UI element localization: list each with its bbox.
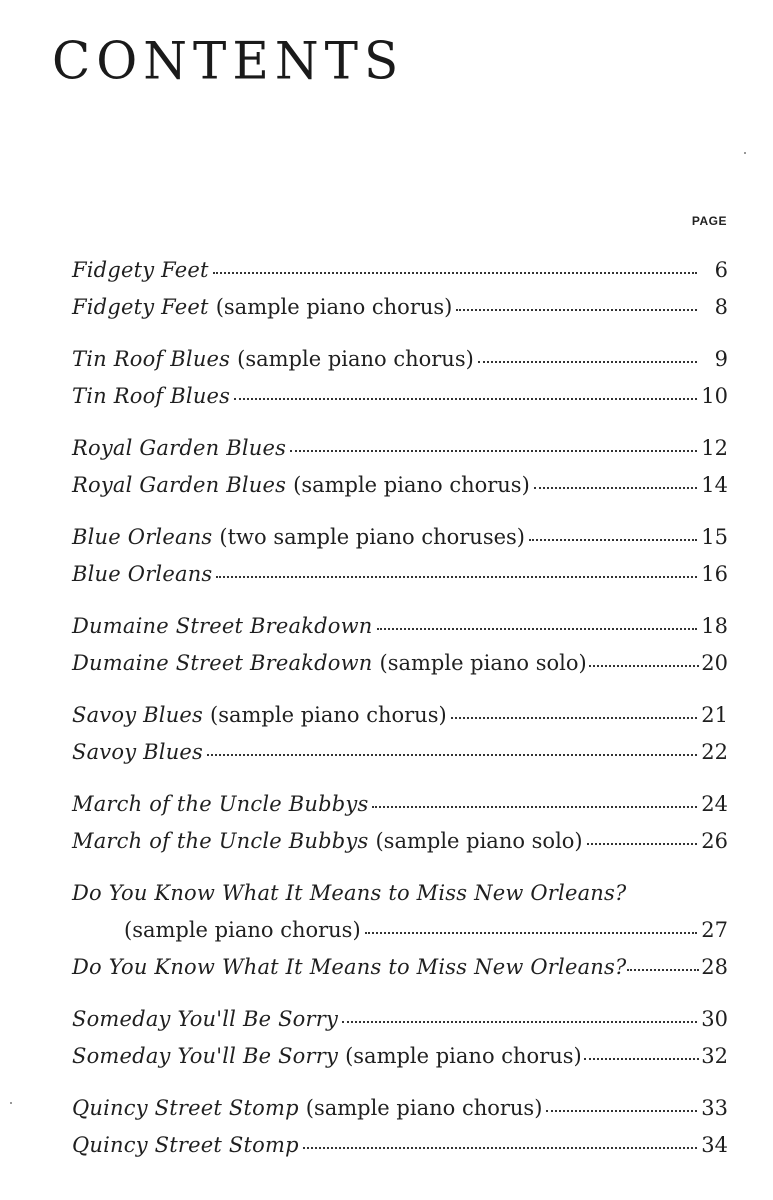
entry-subtitle: (sample piano chorus) [210,703,447,727]
entry-subtitle: (sample piano chorus) [124,918,361,942]
dot-leader [303,1146,697,1149]
entry-title: Royal Garden Blues [72,436,287,460]
toc-entry[interactable] [72,341,728,378]
entry-page: 12 [701,436,728,460]
dot-leader [216,575,697,578]
entry-title: Dumaine Street Breakdown [72,651,373,675]
entry-page: 16 [701,562,728,586]
toc-entry[interactable] [72,734,728,771]
dot-leader [372,805,697,808]
entry-title: March of the Uncle Bubbys [72,829,369,853]
entry-title: Dumaine Street Breakdown [72,614,373,638]
dot-leader [377,627,697,630]
toc-entry[interactable] [72,875,728,912]
toc-group-do-you-know-what-it-means [72,875,728,986]
entry-title: Tin Roof Blues [72,384,231,408]
entry-title: Do You Know What It Means to Miss New Orleans? [72,955,627,979]
entry-page: 15 [701,525,728,549]
entry-page: 8 [714,295,728,319]
toc-entry[interactable] [72,467,728,504]
dot-leader [627,968,699,971]
toc-group-blue-orleans [72,519,728,593]
toc-group-march-of-the-uncle-bubbys [72,786,728,860]
page-title: CONTENTS [52,31,405,91]
entry-title: March of the Uncle Bubbys [72,792,369,816]
entry-page: 14 [701,473,728,497]
entry-title: Savoy Blues [72,740,204,764]
toc-entry[interactable] [72,697,728,734]
entry-title: Someday You'll Be Sorry [72,1007,339,1031]
entry-page: 21 [701,703,728,727]
toc-entry[interactable] [72,252,728,289]
entry-title: Quincy Street Stomp [72,1133,299,1157]
entry-page: 30 [701,1007,728,1031]
entry-title: Savoy Blues [72,703,204,727]
toc-entry[interactable] [72,912,728,949]
entry-subtitle: (sample piano solo) [379,651,587,675]
scan-speck [744,152,746,154]
toc-entry[interactable] [72,1090,728,1127]
toc-entry[interactable] [72,823,728,860]
toc-group-royal-garden-blues [72,430,728,504]
entry-title: Fidgety Feet [72,295,209,319]
entry-subtitle: (sample piano chorus) [305,1096,543,1120]
entry-page: 9 [714,347,728,371]
entry-title: Royal Garden Blues [72,473,287,497]
toc-group-savoy-blues [72,697,728,771]
dot-leader [587,842,697,845]
entry-subtitle: (sample piano chorus) [215,295,453,319]
entry-page: 34 [701,1133,728,1157]
entry-page: 10 [701,384,728,408]
toc-group-dumaine-street-breakdown [72,608,728,682]
dot-leader [534,486,697,489]
toc-entry[interactable] [72,378,728,415]
entry-page: 32 [701,1044,728,1068]
entry-title: Someday You'll Be Sorry [72,1044,339,1068]
dot-leader [290,449,697,452]
dot-leader [213,271,697,274]
toc-entry[interactable] [72,949,728,986]
entry-page: 28 [701,955,728,979]
entry-title: Fidgety Feet [72,258,209,282]
entry-subtitle: (two sample piano choruses) [219,525,525,549]
entry-title: Blue Orleans [72,525,213,549]
dot-leader [478,360,697,363]
dot-leader [546,1109,697,1112]
entry-title: Do You Know What It Means to Miss New Orleans? [72,881,627,905]
entry-title: Quincy Street Stomp [72,1096,299,1120]
dot-leader [365,931,697,934]
toc-entry[interactable] [72,289,728,326]
dot-leader [234,397,697,400]
entry-title: Blue Orleans [72,562,213,586]
entry-subtitle: (sample piano chorus) [345,1044,582,1068]
toc-entry[interactable] [72,1038,728,1075]
toc-group-tin-roof-blues [72,341,728,415]
toc-entry[interactable] [72,1001,728,1038]
entry-page: 27 [701,918,728,942]
entry-page: 18 [701,614,728,638]
toc-entry[interactable] [72,608,728,645]
toc-entry[interactable] [72,1127,728,1164]
dot-leader [456,308,697,311]
entry-page: 24 [701,792,728,816]
entry-page: 22 [701,740,728,764]
toc-entry[interactable] [72,645,728,682]
page-column-label: PAGE [691,214,727,228]
entry-page: 6 [714,258,728,282]
toc-entry[interactable] [72,786,728,823]
dot-leader [342,1020,697,1023]
dot-leader [529,538,697,541]
dot-leader [207,753,697,756]
entry-subtitle: (sample piano chorus) [293,473,530,497]
entry-page: 26 [701,829,728,853]
dot-leader [589,664,699,667]
entry-title: Tin Roof Blues [72,347,231,371]
entry-page: 33 [701,1096,728,1120]
toc-group-someday-youll-be-sorry [72,1001,728,1075]
entry-page: 20 [701,651,728,675]
entry-subtitle: (sample piano chorus) [237,347,474,371]
toc-group-quincy-street-stomp [72,1090,728,1164]
entry-subtitle: (sample piano solo) [375,829,583,853]
toc-group-fidgety-feet [72,252,728,326]
toc-entry[interactable] [72,519,728,556]
dot-leader [584,1057,699,1060]
dot-leader [451,716,697,719]
toc-entry[interactable] [72,430,728,467]
scan-speck [10,1102,12,1104]
toc-entry[interactable] [72,556,728,593]
table-of-contents [72,252,728,1179]
